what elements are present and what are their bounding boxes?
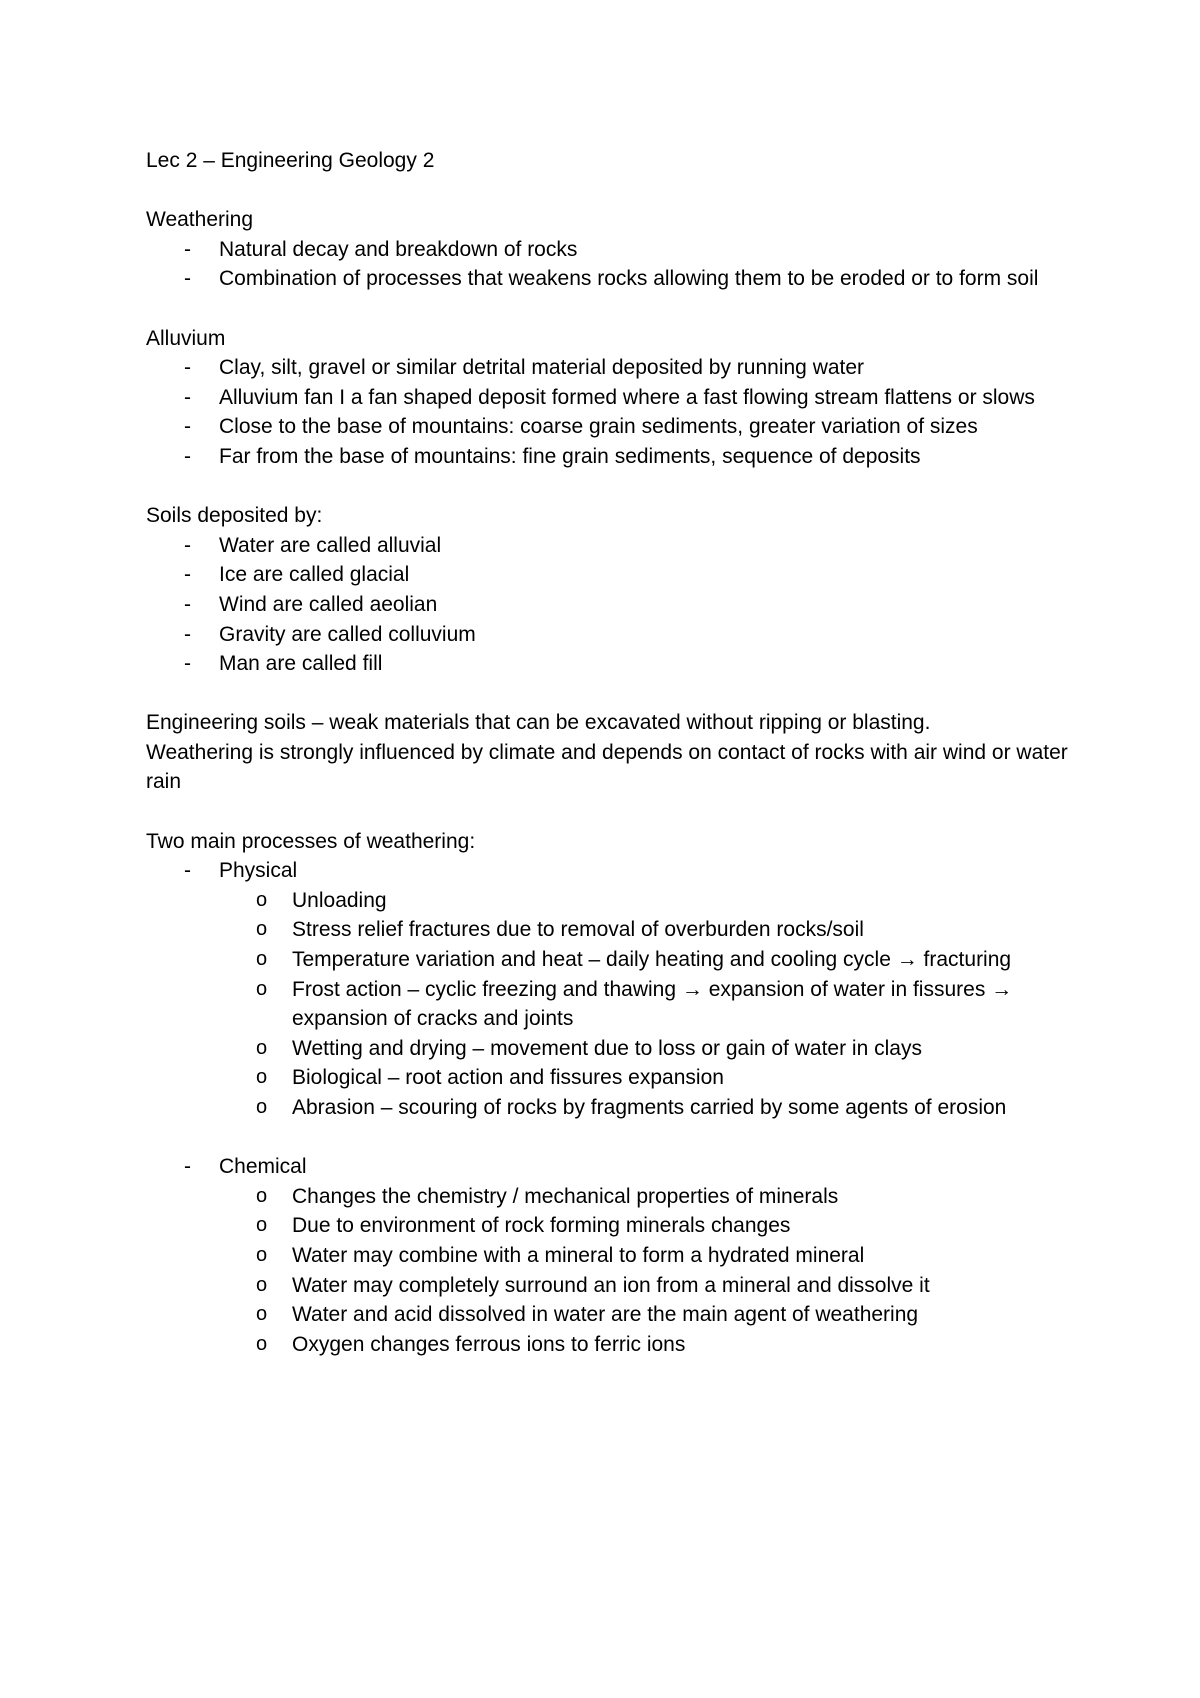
list-item: - Combination of processes that weakens rocks allowing them to be eroded or to form soil xyxy=(146,264,1076,294)
dash-bullet: - xyxy=(184,592,191,616)
dash-bullet: - xyxy=(184,444,191,468)
dash-bullet: - xyxy=(184,563,191,587)
circle-bullet: o xyxy=(256,1243,268,1266)
circle-bullet: o xyxy=(256,1273,268,1296)
list-item: - Ice are called glacial xyxy=(146,560,1076,590)
circle-bullet: o xyxy=(256,948,268,971)
dash-bullet: - xyxy=(184,1155,191,1179)
circle-bullet: o xyxy=(256,1036,268,1059)
physical-sublist xyxy=(146,886,1076,1123)
engineering-soils-definition: Engineering soils – weak materials that can be excavated without ripping or blasting. xyxy=(146,711,931,735)
list-item: - Close to the base of mountains: coarse grain sediments, greater variation of sizes xyxy=(146,412,1076,442)
section-heading-alluvium: Alluvium xyxy=(146,326,226,350)
circle-bullet: o xyxy=(256,977,268,1000)
document-title: Lec 2 – Engineering Geology 2 xyxy=(146,149,435,172)
circle-bullet: o xyxy=(256,888,268,911)
circle-bullet: o xyxy=(256,1332,268,1355)
sub-list-item: o Frost action – cyclic freezing and thawing → expansion of water in fissures → expansion of cracks and joints xyxy=(219,975,1076,1034)
list-item: - Water are called alluvial xyxy=(146,531,1076,561)
dash-bullet: - xyxy=(184,533,191,557)
physical-label: Physical xyxy=(219,859,298,883)
sub-list-item: o Water may combine with a mineral to form a hydrated mineral xyxy=(219,1241,1076,1271)
list-item: - Alluvium fan I a fan shaped deposit formed where a fast flowing stream flattens or slows xyxy=(146,383,1076,413)
section-heading-processes: Two main processes of weathering: xyxy=(146,829,476,853)
weathering-list xyxy=(146,235,1076,294)
processes-list-chemical xyxy=(146,1152,1076,1182)
sub-list-item: o Biological – root action and fissures expansion xyxy=(219,1063,1076,1093)
dash-bullet: - xyxy=(184,267,191,291)
dash-bullet: - xyxy=(184,415,191,439)
list-item: - Clay, silt, gravel or similar detrital material deposited by running water xyxy=(146,353,1076,383)
dash-bullet: - xyxy=(184,385,191,409)
processes-list xyxy=(146,856,1076,886)
dash-bullet: - xyxy=(184,356,191,380)
list-item: - Natural decay and breakdown of rocks xyxy=(146,235,1076,265)
list-item: - Gravity are called colluvium xyxy=(146,620,1076,650)
dash-bullet: - xyxy=(184,237,191,261)
sub-list-item: o Due to environment of rock forming minerals changes xyxy=(219,1211,1076,1241)
circle-bullet: o xyxy=(256,1096,268,1118)
list-item: - Wind are called aeolian xyxy=(146,590,1076,620)
chemical-sublist xyxy=(146,1182,1076,1360)
soils-list xyxy=(146,531,1076,679)
dash-bullet: - xyxy=(184,652,191,676)
section-heading-soils: Soils deposited by: xyxy=(146,504,323,528)
circle-bullet: o xyxy=(256,1184,268,1207)
section-heading-weathering: Weathering xyxy=(146,208,254,232)
list-item: - Man are called fill xyxy=(146,649,1076,679)
list-item-chemical xyxy=(146,1152,1076,1182)
list-item: - Far from the base of mountains: fine grain sediments, sequence of deposits xyxy=(146,442,1076,472)
dash-bullet: - xyxy=(184,859,191,883)
circle-bullet: o xyxy=(256,1214,268,1237)
sub-list-item: o Oxygen changes ferrous ions to ferric ions xyxy=(219,1330,1076,1360)
sub-list-item: o Temperature variation and heat – daily heating and cooling cycle → fracturing xyxy=(219,945,1076,975)
list-item-physical xyxy=(146,856,1076,886)
circle-bullet: o xyxy=(256,1066,268,1089)
sub-list-item: o Unloading xyxy=(219,886,1076,916)
sub-list-item: o Water may completely surround an ion from a mineral and dissolve it xyxy=(219,1271,1076,1301)
dash-bullet: - xyxy=(184,622,191,646)
alluvium-list xyxy=(146,353,1076,471)
sub-list-item: o Stress relief fractures due to removal of overburden rocks/soil xyxy=(219,915,1076,945)
sub-list-item: o Water and acid dissolved in water are the main agent of weathering xyxy=(219,1300,1076,1330)
circle-bullet: o xyxy=(256,1303,268,1326)
circle-bullet: o xyxy=(256,918,268,941)
weathering-climate-note: Weathering is strongly influenced by climate and depends on contact of rocks with air wind or water rain xyxy=(146,740,1068,794)
sub-list-item: o Changes the chemistry / mechanical properties of minerals xyxy=(219,1182,1076,1212)
sub-list-item: o Abrasion – scouring of rocks by fragments carried by some agents of erosion xyxy=(219,1093,1076,1123)
chemical-label: Chemical xyxy=(219,1155,307,1179)
sub-list-item: o Wetting and drying – movement due to loss or gain of water in clays xyxy=(219,1034,1076,1064)
document-page xyxy=(146,146,1076,1359)
